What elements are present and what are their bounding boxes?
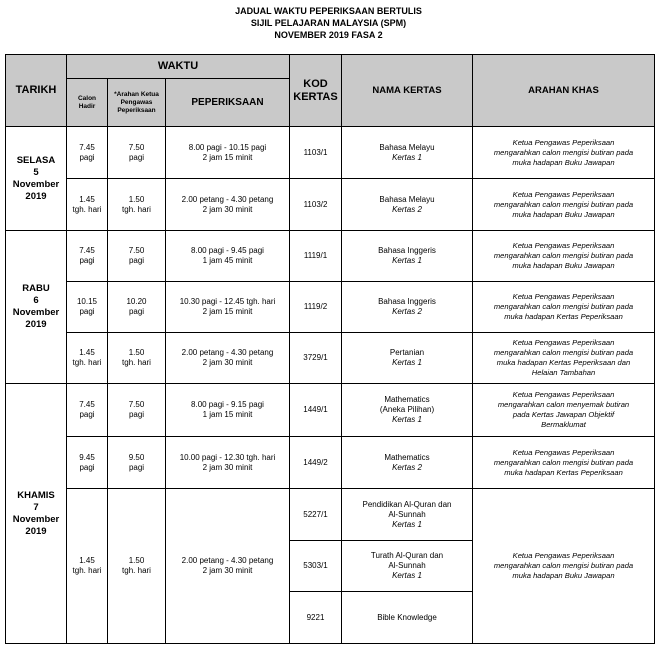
nama-kertas-cell: Bahasa Inggeris Kertas 1 (342, 231, 473, 282)
kod-kertas-cell: 1119/2 (290, 282, 342, 333)
peperiksaan-cell: 10.30 pagi - 12.45 tgh. hari 2 jam 15 minit (166, 282, 290, 333)
header-kod-kertas: KOD KERTAS (290, 55, 342, 127)
title-line-2: SIJIL PELAJARAN MALAYSIA (SPM) (250, 18, 407, 28)
table-row (6, 179, 655, 231)
kod-kertas-cell: 3729/1 (290, 333, 342, 384)
peperiksaan-cell: 2.00 petang - 4.30 petang 2 jam 30 minit (166, 489, 290, 644)
arahan-ketua-cell: 10.20 pagi (108, 282, 166, 333)
calon-hadir-cell: 1.45 tgh. hari (67, 489, 108, 644)
arahan-khas-cell: Ketua Pengawas Peperiksaan mengarahkan calon mengisi butiran pada muka hadapan Kertas Peperiksaan dan Helaian Tambahan (473, 333, 655, 384)
kod-kertas-cell: 1103/1 (290, 127, 342, 179)
arahan-khas-cell: Ketua Pengawas Peperiksaan mengarahkan calon mengisi butiran pada muka hadapan Buku Jawapan (473, 127, 655, 179)
kod-kertas-cell: 1449/2 (290, 437, 342, 489)
header-arahan-khas: ARAHAN KHAS (473, 55, 655, 127)
arahan-ketua-cell: 1.50 tgh. hari (108, 179, 166, 231)
table-row (6, 437, 655, 489)
nama-kertas-cell: Bahasa Melayu Kertas 1 (342, 127, 473, 179)
calon-hadir-cell: 7.45 pagi (67, 127, 108, 179)
arahan-khas-cell: Ketua Pengawas Peperiksaan mengarahkan calon mengisi butiran pada muka hadapan Buku Jawapan (473, 179, 655, 231)
calon-hadir-cell: 10.15 pagi (67, 282, 108, 333)
kod-kertas-cell: 5227/1 (290, 489, 342, 541)
peperiksaan-cell: 8.00 pagi - 9.15 pagi 1 jam 15 minit (166, 384, 290, 437)
arahan-ketua-cell: 9.50 pagi (108, 437, 166, 489)
header-nama-kertas: NAMA KERTAS (342, 55, 473, 127)
calon-hadir-cell: 7.45 pagi (67, 231, 108, 282)
table-row (6, 384, 655, 437)
title-line-1: JADUAL WAKTU PEPERIKSAAN BERTULIS (235, 6, 422, 16)
arahan-khas-cell: Ketua Pengawas Peperiksaan mengarahkan calon mengisi butiran pada muka hadapan Kertas Peperiksaan (473, 437, 655, 489)
nama-kertas-cell: Bahasa Inggeris Kertas 2 (342, 282, 473, 333)
header-waktu: WAKTU (67, 55, 290, 79)
kod-kertas-cell: 9221 (290, 592, 342, 644)
header-calon-hadir: Calon Hadir (67, 79, 108, 127)
arahan-ketua-cell: 7.50 pagi (108, 231, 166, 282)
table-row (6, 231, 655, 282)
arahan-ketua-cell: 7.50 pagi (108, 127, 166, 179)
nama-kertas-cell: Turath Al-Quran dan Al-Sunnah Kertas 1 (342, 541, 473, 592)
peperiksaan-cell: 2.00 petang - 4.30 petang 2 jam 30 minit (166, 333, 290, 384)
calon-hadir-cell: 1.45 tgh. hari (67, 179, 108, 231)
date-cell: RABU 6 November 2019 (6, 231, 67, 384)
table-row (6, 333, 655, 384)
arahan-ketua-cell: 7.50 pagi (108, 384, 166, 437)
peperiksaan-cell: 8.00 pagi - 9.45 pagi 1 jam 45 minit (166, 231, 290, 282)
header-tarikh: TARIKH (6, 55, 67, 127)
arahan-ketua-cell: 1.50 tgh. hari (108, 489, 166, 644)
peperiksaan-cell: 2.00 petang - 4.30 petang 2 jam 30 minit (166, 179, 290, 231)
title-line-3: NOVEMBER 2019 FASA 2 (274, 30, 383, 40)
nama-kertas-cell: Mathematics Kertas 2 (342, 437, 473, 489)
arahan-khas-cell: Ketua Pengawas Peperiksaan mengarahkan calon mengisi butiran pada muka hadapan Buku Jawapan (473, 489, 655, 644)
table-row (6, 282, 655, 333)
arahan-khas-cell: Ketua Pengawas Peperiksaan mengarahkan calon mengisi butiran pada muka hadapan Kertas Peperiksaan (473, 282, 655, 333)
nama-kertas-cell: Pertanian Kertas 1 (342, 333, 473, 384)
arahan-ketua-cell: 1.50 tgh. hari (108, 333, 166, 384)
calon-hadir-cell: 1.45 tgh. hari (67, 333, 108, 384)
date-cell: SELASA 5 November 2019 (6, 127, 67, 231)
kod-kertas-cell: 1119/1 (290, 231, 342, 282)
kod-kertas-cell: 1449/1 (290, 384, 342, 437)
kod-kertas-cell: 1103/2 (290, 179, 342, 231)
nama-kertas-cell: Pendidikan Al-Quran dan Al-Sunnah Kertas 1 (342, 489, 473, 541)
exam-timetable (5, 54, 655, 644)
kod-kertas-cell: 5303/1 (290, 541, 342, 592)
nama-kertas-cell: Bahasa Melayu Kertas 2 (342, 179, 473, 231)
table-row (6, 489, 655, 541)
calon-hadir-cell: 7.45 pagi (67, 384, 108, 437)
header-peperiksaan: PEPERIKSAAN (166, 79, 290, 127)
calon-hadir-cell: 9.45 pagi (67, 437, 108, 489)
peperiksaan-cell: 10.00 pagi - 12.30 tgh. hari 2 jam 30 minit (166, 437, 290, 489)
arahan-khas-cell: Ketua Pengawas Peperiksaan mengarahkan calon menyemak butiran pada Kertas Jawapan Objektif Bermaklumat (473, 384, 655, 437)
nama-kertas-cell: Bible Knowledge (342, 592, 473, 644)
date-cell: KHAMIS 7 November 2019 (6, 384, 67, 644)
peperiksaan-cell: 8.00 pagi - 10.15 pagi 2 jam 15 minit (166, 127, 290, 179)
header-arahan-ketua: *Arahan Ketua Pengawas Peperiksaan (108, 79, 166, 127)
nama-kertas-cell: Mathematics (Aneka Pilihan) Kertas 1 (342, 384, 473, 437)
table-row (6, 127, 655, 179)
arahan-khas-cell: Ketua Pengawas Peperiksaan mengarahkan calon mengisi butiran pada muka hadapan Buku Jawapan (473, 231, 655, 282)
